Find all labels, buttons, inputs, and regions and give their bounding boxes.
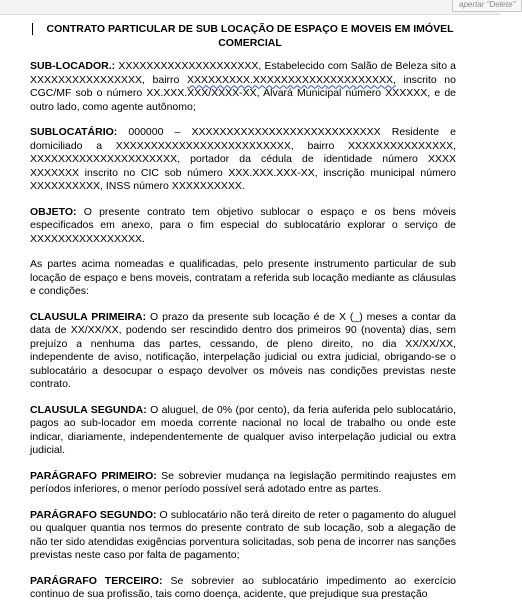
- sublocatario-text: 000000 – XXXXXXXXXXXXXXXXXXXXXXXXXXX Residente e domiciliado a XXXXXXXXXXXXXXXXXXXXXXXXX, bairro XXXXXXXXXXXXXXX, XXXXXXXXXXXXXXXXXXXXX, portador da cédula de identidade número XXXX XXXXXXX inscrito no CIC sob número XXX.XXX.XXX-XX, inscrição municipal número XXXXXXXXXX, INSS número XXXXXXXXXX.: [30, 126, 456, 192]
- paragraph-partes[interactable]: As partes acima nomeadas e qualificadas, pelo presente instrumento particular de sub locação de espaço e bens moveis, contratam a referida sub locação mediante as cláusulas e condições:: [30, 258, 456, 297]
- sublocador-label: SUB-LOCADOR.:: [30, 60, 116, 72]
- clausula-primeira-text: O prazo da presente sub locação é de X (_) meses a contar da data de XX/XX/XX, podendo ser rescindido dentro dos primeiros 90 (noventa) dias, sem prejuízo a nenhuma das partes, cessando, de pleno direito, no dia XX/XX/XX, independente de aviso, notificação, interpelação judicial ou extra judicial, obrigando-se o sublocatário a desocupar o espaço devolver os móveis nas condições previstas neste contrato.: [30, 310, 456, 390]
- clausula-segunda-label: CLAUSULA SEGUNDA:: [30, 403, 147, 416]
- delete-hint-tooltip: apertar "Delete": [452, 0, 522, 12]
- paragraph-objeto[interactable]: [30, 206, 456, 247]
- sublocador-name: XXXXXXXXXXXXXXXXXXXX: [118, 60, 259, 72]
- sublocatario-label: SUBLOCATÁRIO:: [30, 126, 118, 138]
- objeto-label: OBJETO:: [30, 205, 77, 218]
- paragrafo-segundo-text: O sublocatário não terá direito de reter o pagamento do aluguel ou qualquer quantia nos termos do presente contrato de sub locação, sob a alegação de não ter sido atendidas exigências porventura solicitadas, sob pena de incorrer nas sanções previstas neste caso por falta de pagamento;: [30, 508, 457, 561]
- paragrafo-primeiro-label: PARÁGRAFO PRIMEIRO:: [30, 469, 157, 482]
- paragrafo-primeiro-text: Se sobrevier mudança na legislação permitindo reajustes em períodos inferiores, o menor período possível será adotado entre as partes.: [30, 469, 456, 495]
- paragraph-clausula-segunda[interactable]: [30, 404, 456, 458]
- document-title[interactable]: CONTRATO PARTICULAR DE SUB LOCAÇÃO DE ESPAÇO E MOVEIS EM IMÓVEL COMERCIAL: [46, 23, 454, 49]
- clausula-segunda-text: O aluguel, de 0% (por cento), da feria auferida pelo sublocatário, pagos ao sub-locador em moeda corrente nacional no local de trabalho ou onde este indicar, diariamente, independentemente de qualquer aviso interpelação judicial ou extra judicial.: [30, 403, 456, 456]
- toolbar-strip: [0, 0, 500, 15]
- paragrafo-segundo-label: PARÁGRAFO SEGUNDO:: [30, 508, 157, 521]
- paragraph-segundo[interactable]: [30, 509, 456, 563]
- objeto-text: O presente contrato tem objetivo sublocar o espaço e os bens móveis especificados em anexo, para o fim especial do sublocatário explorar o serviço de XXXXXXXXXXXXXXXX.: [30, 205, 456, 245]
- document-body[interactable]: [30, 60, 456, 614]
- sublocador-text-a: , Estabelecido com Salão de Beleza sito a XXXXXXXXXXXXXXXX, bairro: [30, 60, 456, 86]
- paragraph-clausula-primeira[interactable]: [30, 311, 456, 392]
- sublocador-text-b: inscrito no CGC/MF sob o número XX.XXX.XXX/XXXX-XX, Alvará Municipal número XXXXXX, e de outro lado, como agente autônomo;: [30, 73, 456, 113]
- paragrafo-terceiro-text: Se sobrevier ao sublocatário impedimento ao exercício continuo de sua profissão, tais como doença, acidente, que prejudique sua prestação: [30, 574, 456, 600]
- paragraph-sublocador[interactable]: [30, 60, 456, 114]
- paragraph-terceiro[interactable]: [30, 575, 456, 602]
- paragraph-sublocatario[interactable]: [30, 126, 456, 194]
- sublocador-bairro-spellcheck[interactable]: XXXXXXXXX.XXXXXXXXXXXXXXXXXXXX,: [186, 73, 396, 86]
- clausula-primeira-label: CLAUSULA PRIMEIRA:: [30, 310, 147, 323]
- paragrafo-terceiro-label: PARÁGRAFO TERCEIRO:: [30, 574, 163, 587]
- paragraph-primeiro[interactable]: [30, 470, 456, 497]
